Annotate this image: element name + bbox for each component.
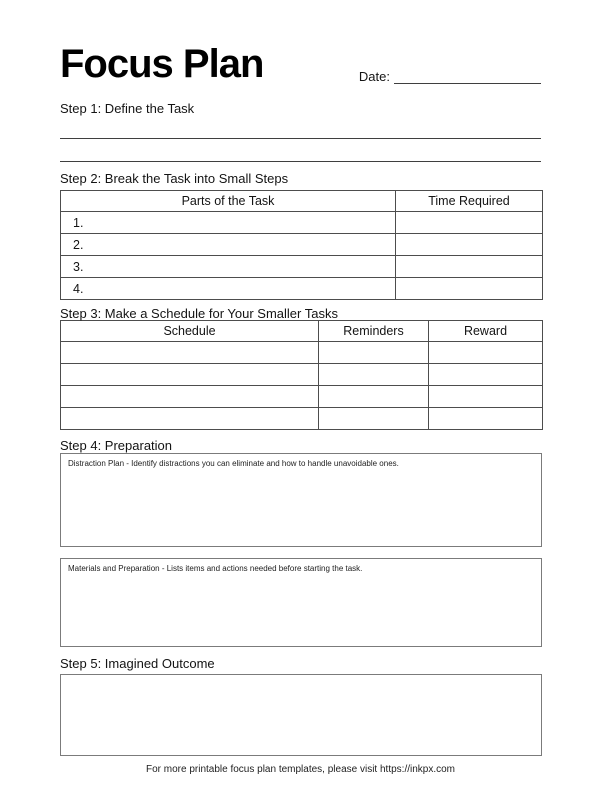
reminders-cell[interactable]	[319, 342, 429, 364]
step1-write-line-2[interactable]	[60, 161, 541, 162]
imagined-outcome-box[interactable]	[60, 674, 542, 756]
reward-cell[interactable]	[429, 386, 543, 408]
reminders-cell[interactable]	[319, 364, 429, 386]
document-header	[60, 42, 541, 86]
table-row	[61, 364, 543, 386]
step2-table	[60, 190, 543, 300]
distraction-plan-caption: Distraction Plan - Identify distractions you can eliminate and how to handle unavoidable ones.	[68, 459, 399, 468]
task-part-cell[interactable]: 4.	[61, 278, 396, 300]
table-row	[61, 256, 543, 278]
date-label: Date:	[358, 69, 390, 84]
time-required-cell[interactable]	[396, 212, 543, 234]
task-part-cell[interactable]: 1.	[61, 212, 396, 234]
table-row	[61, 234, 543, 256]
schedule-cell[interactable]	[61, 386, 319, 408]
step3-col-header-reminders: Reminders	[319, 321, 429, 342]
task-part-cell[interactable]: 2.	[61, 234, 396, 256]
step2-header-row	[61, 191, 543, 212]
time-required-cell[interactable]	[396, 234, 543, 256]
step1-write-line-1[interactable]	[60, 138, 541, 139]
distraction-plan-box[interactable]	[60, 453, 542, 547]
step5-label: Step 5: Imagined Outcome	[60, 656, 215, 671]
task-part-cell[interactable]: 3.	[61, 256, 396, 278]
materials-preparation-caption: Materials and Preparation - Lists items and actions needed before starting the task.	[68, 564, 363, 573]
step3-col-header-reward: Reward	[429, 321, 543, 342]
footer-note: For more printable focus plan templates, please visit https://inkpx.com	[145, 764, 456, 775]
reminders-cell[interactable]	[319, 408, 429, 430]
step4-label: Step 4: Preparation	[60, 438, 173, 453]
step2-col-header-time: Time Required	[396, 191, 543, 212]
step2-label: Step 2: Break the Task into Small Steps	[60, 171, 289, 186]
step1-label: Step 1: Define the Task	[60, 101, 195, 116]
step2-col-header-parts: Parts of the Task	[61, 191, 396, 212]
materials-preparation-box[interactable]	[60, 558, 542, 647]
time-required-cell[interactable]	[396, 256, 543, 278]
schedule-cell[interactable]	[61, 364, 319, 386]
table-row	[61, 408, 543, 430]
reminders-cell[interactable]	[319, 386, 429, 408]
table-row	[61, 386, 543, 408]
step3-table	[60, 320, 543, 430]
reward-cell[interactable]	[429, 364, 543, 386]
date-input-line[interactable]	[394, 71, 541, 84]
table-row	[61, 278, 543, 300]
time-required-cell[interactable]	[396, 278, 543, 300]
schedule-cell[interactable]	[61, 408, 319, 430]
step3-col-header-schedule: Schedule	[61, 321, 319, 342]
table-row	[61, 342, 543, 364]
table-row	[61, 212, 543, 234]
step3-label: Step 3: Make a Schedule for Your Smaller Tasks	[60, 306, 338, 321]
reward-cell[interactable]	[429, 408, 543, 430]
date-field	[359, 69, 541, 86]
page-title: Focus Plan	[60, 42, 264, 86]
schedule-cell[interactable]	[61, 342, 319, 364]
reward-cell[interactable]	[429, 342, 543, 364]
step3-header-row	[61, 321, 543, 342]
